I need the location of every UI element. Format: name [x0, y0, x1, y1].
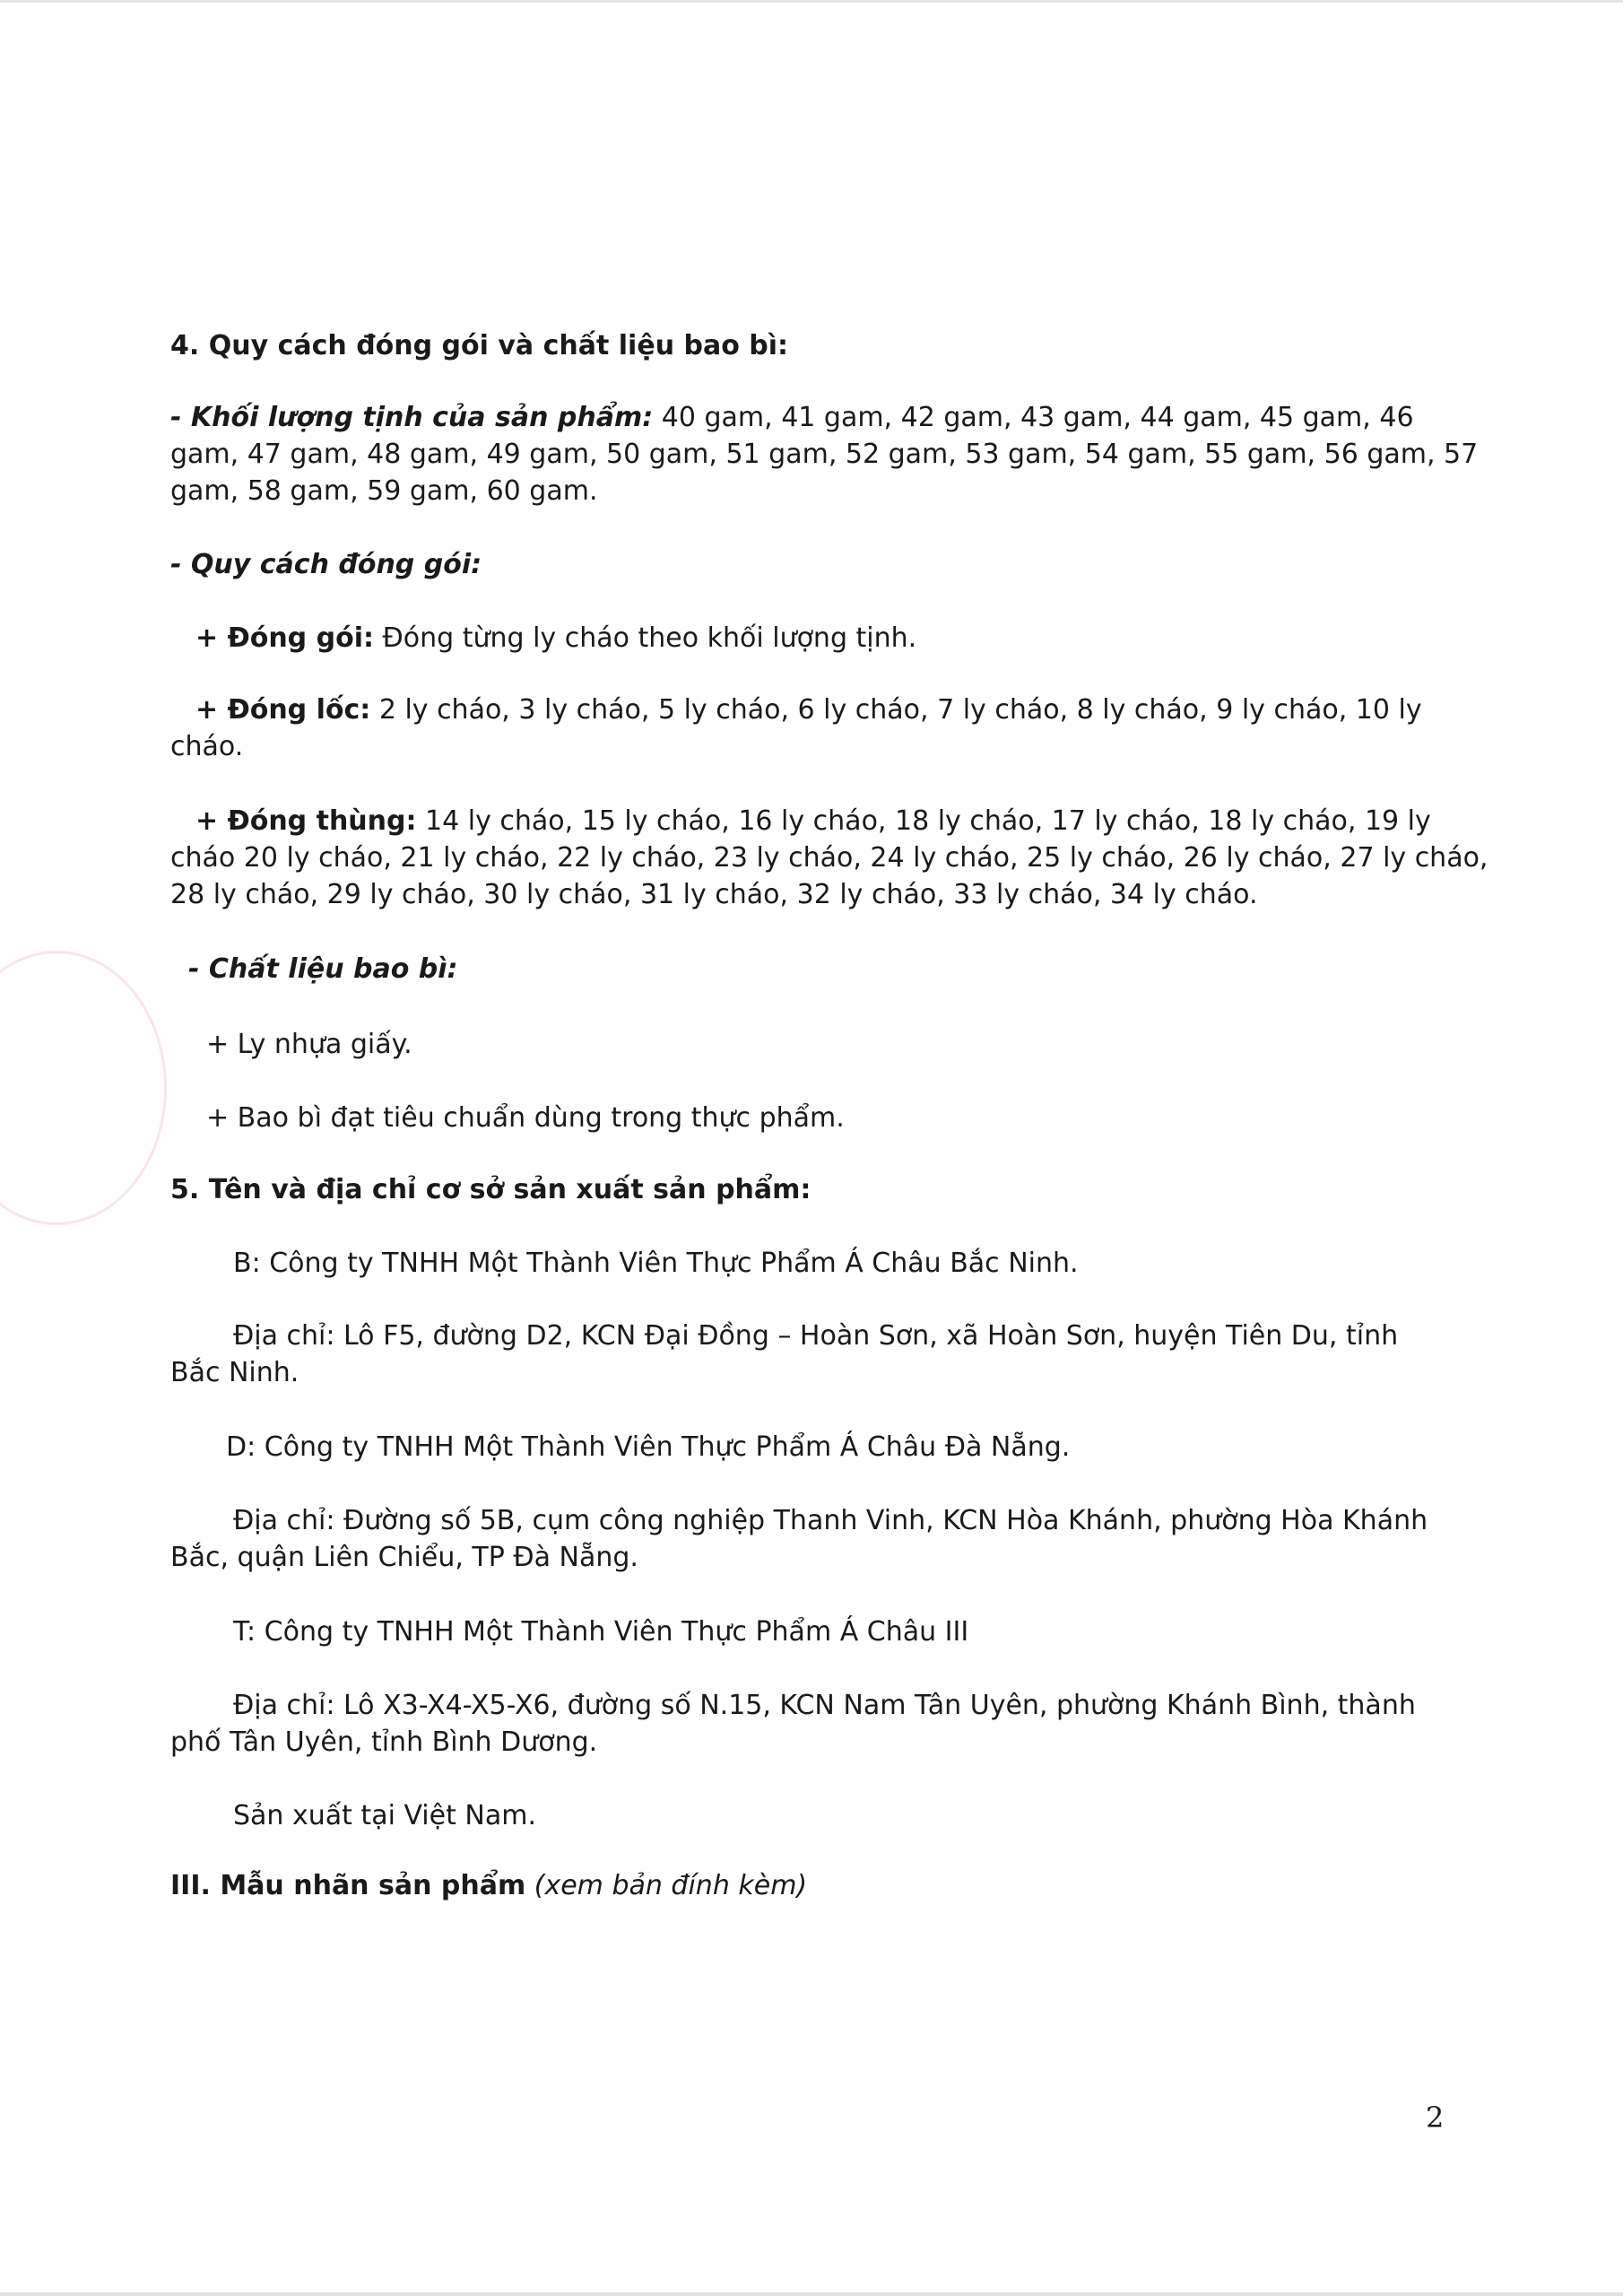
pack-label: + Đóng gói:	[195, 622, 374, 654]
section3-heading-line	[170, 1868, 1453, 1904]
page-number: 2	[1426, 2100, 1445, 2135]
bundle-line-1	[195, 692, 1478, 728]
made-in-vietnam: Sản xuất tại Việt Nam.	[233, 1800, 536, 1831]
facility-b-address-2: Bắc Ninh.	[170, 1357, 299, 1388]
net-weight-label: - Khối lượng tịnh của sản phẩm:	[170, 402, 654, 433]
carton-line-3: 28 ly cháo, 29 ly cháo, 30 ly cháo, 31 ly cháo, 32 ly cháo, 33 ly cháo, 34 ly cháo.	[170, 879, 1258, 910]
facility-d-address-1: Địa chỉ: Đường số 5B, cụm công nghiệp Thanh Vinh, KCN Hòa Khánh, phường Hòa Khánh	[233, 1505, 1428, 1536]
faded-stamp	[0, 951, 167, 1225]
carton-line-2: cháo 20 ly cháo, 21 ly cháo, 22 ly cháo, 23 ly cháo, 24 ly cháo, 25 ly cháo, 26 ly cháo, 27 ly cháo,	[170, 842, 1488, 874]
bundle-line-2: cháo.	[170, 731, 244, 762]
carton-label: + Đóng thùng:	[195, 805, 417, 837]
net-weight-line-2: gam, 47 gam, 48 gam, 49 gam, 50 gam, 51 gam, 52 gam, 53 gam, 54 gam, 55 gam, 56 gam, 57	[170, 439, 1479, 470]
material-item-2: + Bao bì đạt tiêu chuẩn dùng trong thực phẩm.	[206, 1102, 845, 1134]
facility-d-address-2: Bắc, quận Liên Chiểu, TP Đà Nẵng.	[170, 1542, 638, 1573]
bundle-values-1: 2 ly cháo, 3 ly cháo, 5 ly cháo, 6 ly cháo, 7 ly cháo, 8 ly cháo, 9 ly cháo, 10 ly	[370, 694, 1422, 726]
material-label: - Chất liệu bao bì:	[188, 953, 458, 985]
net-weight-line-3: gam, 58 gam, 59 gam, 60 gam.	[170, 475, 598, 507]
carton-line-1	[195, 804, 1478, 839]
scan-edge-top	[0, 0, 1623, 3]
facility-t-address-1: Địa chỉ: Lô X3-X4-X5-X6, đường số N.15, KCN Nam Tân Uyên, phường Khánh Bình, thành	[233, 1690, 1416, 1721]
scan-edge-bottom	[0, 2292, 1623, 2296]
facility-t-name: T: Công ty TNHH Một Thành Viên Thực Phẩm Á Châu III	[233, 1616, 969, 1648]
section5-heading: 5. Tên và địa chỉ cơ sở sản xuất sản phẩm:	[170, 1174, 812, 1205]
carton-values-1: 14 ly cháo, 15 ly cháo, 16 ly cháo, 18 ly cháo, 17 ly cháo, 18 ly cháo, 19 ly	[416, 805, 1431, 837]
net-weight-values-1: 40 gam, 41 gam, 42 gam, 43 gam, 44 gam, 45 gam, 46	[653, 402, 1414, 433]
material-item-1: + Ly nhựa giấy.	[206, 1029, 412, 1060]
facility-d-name: D: Công ty TNHH Một Thành Viên Thực Phẩm Á Châu Đà Nẵng.	[226, 1431, 1071, 1463]
facility-t-address-2: phố Tân Uyên, tỉnh Bình Dương.	[170, 1726, 598, 1758]
section4-heading: 4. Quy cách đóng gói và chất liệu bao bì:	[170, 330, 789, 361]
net-weight-line-1	[170, 400, 1453, 436]
packing-spec-label: - Quy cách đóng gói:	[170, 549, 482, 580]
pack-text: Đóng từng ly cháo theo khối lượng tịnh.	[373, 622, 917, 654]
bundle-label: + Đóng lốc:	[195, 694, 371, 726]
section3-note: (xem bản đính kèm)	[525, 1870, 808, 1901]
pack-line	[195, 621, 1478, 657]
facility-b-name: B: Công ty TNHH Một Thành Viên Thực Phẩm Á Châu Bắc Ninh.	[233, 1248, 1079, 1279]
section3-heading: III. Mẫu nhãn sản phẩm	[170, 1870, 526, 1901]
facility-b-address-1: Địa chỉ: Lô F5, đường D2, KCN Đại Đồng – Hoàn Sơn, xã Hoàn Sơn, huyện Tiên Du, tỉnh	[233, 1320, 1399, 1352]
